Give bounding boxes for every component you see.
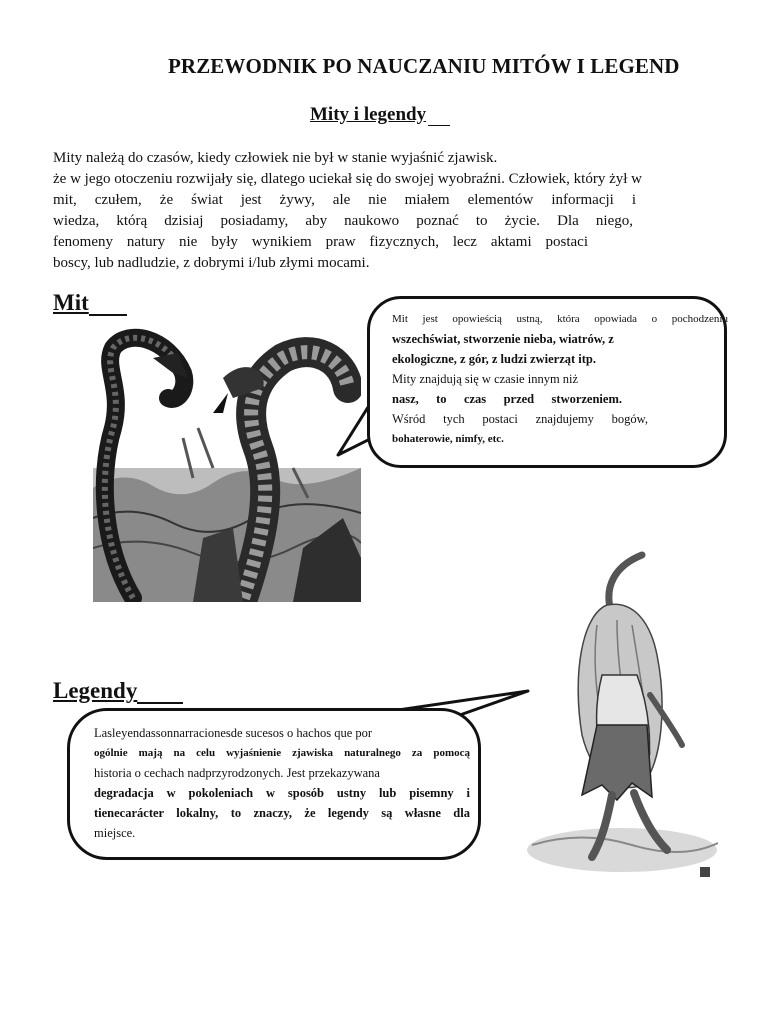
bubble-line: tienecarácter lokalny, to znaczy, że legendy są własne dla	[94, 806, 470, 820]
sea-serpents-illustration	[93, 318, 361, 602]
bubble-line: ogólnie mają na celu wyjaśnienie zjawiska naturalnego za pomocą	[94, 747, 470, 759]
page-title: PRZEWODNIK PO NAUCZANIU MITÓW I LEGEND	[168, 54, 680, 78]
legendy-heading-text: Legendy	[53, 678, 138, 703]
bubble-line: Wśród tych postaci znajdujemy bogów,	[392, 412, 648, 426]
intro-line: Mity należą do czasów, kiedy człowiek nie był w stanie wyjaśnić zjawisk.	[53, 150, 498, 166]
bubble-line: miejsce.	[94, 826, 136, 840]
section-subtitle	[310, 104, 450, 126]
bubble-line: ekologiczne, z gór, z ludzi zwierząt itp.	[392, 352, 597, 366]
bubble-line: degradacja w pokoleniach w sposób ustny lub pisemny i	[94, 786, 470, 800]
intro-paragraph	[53, 148, 733, 274]
bubble-line: bohaterowie, nimfy, etc.	[392, 433, 504, 445]
legendy-heading	[53, 678, 183, 704]
legendy-speech-bubble	[67, 708, 481, 860]
bubble-line: Mity znajdują się w czasie innym niż	[392, 372, 579, 386]
intro-line: wiedza, którą dzisiaj posiadamy, aby naukowo poznać to życie. Dla niego,	[53, 213, 633, 229]
bubble-line: historia o cechach nadprzyrodzonych. Jest przekazywana	[94, 766, 380, 780]
water-nymph-illustration	[522, 545, 718, 880]
intro-line: że w jego otoczeniu rozwijały się, dlatego uciekał się do swojej wyobraźni. Człowiek, który żył w	[53, 171, 642, 187]
subtitle-text: Mity i legendy	[310, 104, 427, 125]
intro-line: boscy, lub nadludzie, z dobrymi i/lub złymi mocami.	[53, 255, 370, 271]
bubble-line: wszechświat, stworzenie nieba, wiatrów, z	[392, 332, 614, 346]
bubble-line: Lasleyendassonnarracionesde sucesos o hachos que por	[94, 726, 373, 740]
mit-heading	[53, 290, 127, 316]
intro-line: mit, czułem, że świat jest żywy, ale nie miałem elementów informacji i	[53, 192, 636, 208]
bubble-line: Mit jest opowieścią ustną, która opowiada o pochodzeniu	[392, 313, 728, 325]
mit-heading-text: Mit	[53, 290, 89, 315]
intro-line: fenomeny natury nie były wynikiem praw fizycznych, lecz aktami postaci	[53, 234, 588, 250]
mit-speech-bubble	[367, 296, 727, 468]
bubble-line: nasz, to czas przed stworzeniem.	[392, 392, 622, 406]
